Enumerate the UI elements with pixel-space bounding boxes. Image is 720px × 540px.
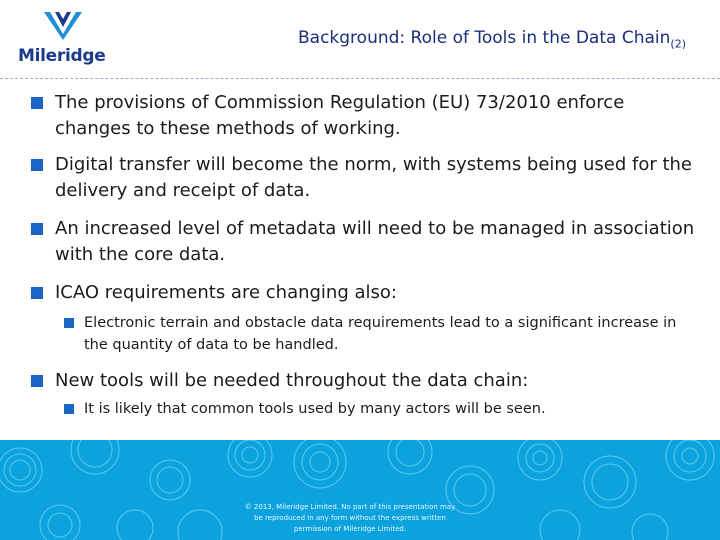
page-title <box>298 28 686 50</box>
sub-bullet-square-icon <box>64 318 74 328</box>
sub-bullet-square-icon <box>64 404 74 414</box>
company-logo <box>8 6 138 70</box>
bullet-item <box>55 152 695 204</box>
bullet-square-icon <box>31 223 43 235</box>
bullet-square-icon <box>31 97 43 109</box>
logo-wordmark: Mileridge <box>18 46 106 66</box>
bullet-item <box>55 280 695 306</box>
bullet-text: New tools will be needed throughout the data chain: <box>55 370 529 391</box>
bullet-square-icon <box>31 375 43 387</box>
bullet-item <box>55 368 695 394</box>
bullet-text: An increased level of metadata will need to be managed in association with the core data. <box>55 218 695 265</box>
bullet-square-icon <box>31 159 43 171</box>
sub-bullet-text: It is likely that common tools used by many actors will be seen. <box>84 401 546 417</box>
title-suffix: (2) <box>670 37 686 51</box>
footer-band <box>0 440 720 540</box>
sub-bullet-text: Electronic terrain and obstacle data requirements lead to a significant increase in the quantity of data to be handled. <box>84 315 677 353</box>
sub-bullet-item <box>84 398 684 420</box>
title-text: Background: Role of Tools in the Data Chain <box>297 28 671 48</box>
sub-bullet-item <box>84 312 684 356</box>
bullet-text: The provisions of Commission Regulation (EU) 73/2010 enforce changes to these methods of working. <box>55 92 625 139</box>
header-divider <box>0 78 720 79</box>
copyright-notice: © 2013, Mileridge Limited. No part of this presentation may be reproduced in any form without the express written permission of Mileridge Limited. <box>244 503 456 533</box>
bullet-text: Digital transfer will become the norm, with systems being used for the delivery and receipt of data. <box>55 154 692 201</box>
bullet-item <box>55 90 695 142</box>
bullet-item <box>55 216 695 268</box>
bullet-square-icon <box>31 287 43 299</box>
bullet-text: ICAO requirements are changing also: <box>55 282 397 303</box>
logo-mark-icon <box>40 8 86 42</box>
